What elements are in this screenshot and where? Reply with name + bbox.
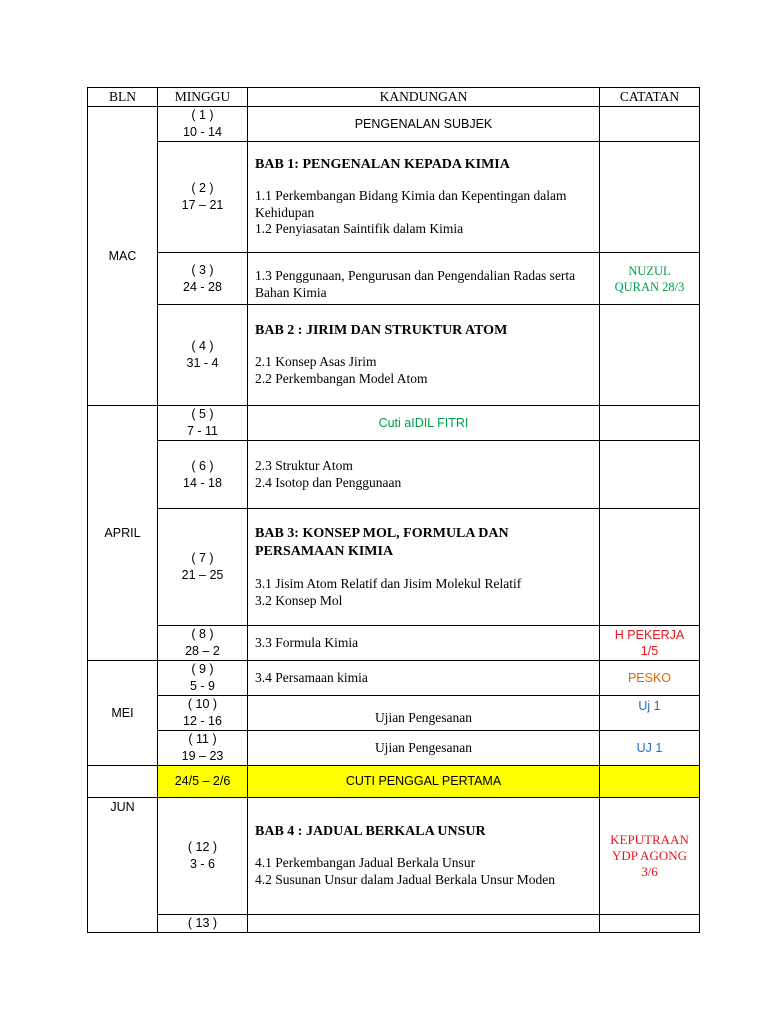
note-cell: PESKO	[600, 661, 700, 696]
table-row	[88, 107, 700, 142]
week-dates: 17 – 21	[181, 198, 224, 212]
content-cell	[248, 626, 600, 661]
note-cell	[600, 441, 700, 509]
header-row	[88, 88, 700, 107]
week-number: ( 13 )	[187, 916, 218, 930]
table-row	[88, 798, 700, 915]
week-cell	[158, 915, 248, 933]
header-catatan: CATATAN	[600, 88, 700, 107]
week-number: ( 1 )	[191, 108, 214, 122]
note-cell	[600, 406, 700, 441]
content-cell: Ujian Pengesanan	[248, 731, 600, 766]
topic-line: 3.4 Persamaan kimia	[255, 669, 368, 685]
topic-line: 2.1 Konsep Asas Jirim	[255, 354, 377, 370]
holiday-dates: 24/5 – 2/6	[158, 766, 248, 798]
topic-line: 3.1 Jisim Atom Relatif dan Jisim Molekul Relatif	[255, 576, 522, 591]
week-dates: 21 – 25	[181, 568, 224, 582]
topic-line: 2.2 Perkembangan Model Atom	[255, 370, 428, 386]
content-cell	[248, 253, 600, 305]
week-cell	[158, 142, 248, 253]
note-cell: H PEKERJA 1/5	[600, 626, 700, 661]
header-bln: BLN	[88, 88, 158, 107]
table-row	[88, 406, 700, 441]
topic-line: 3.3 Formula Kimia	[255, 634, 359, 650]
note-cell: NUZUL QURAN 28/3	[600, 253, 700, 305]
week-cell	[158, 406, 248, 441]
week-number: ( 6 )	[191, 458, 214, 473]
month-jun: JUN	[88, 798, 158, 933]
note-cell: KEPUTRAAN YDP AGONG 3/6	[600, 798, 700, 915]
month-april: APRIL	[88, 406, 158, 661]
table-row	[88, 731, 700, 766]
week-cell	[158, 731, 248, 766]
note-cell	[600, 915, 700, 933]
content-cell	[248, 661, 600, 696]
week-cell	[158, 305, 248, 406]
note-cell: UJ 1	[600, 731, 700, 766]
week-number: ( 3 )	[191, 262, 214, 277]
week-dates: 10 - 14	[183, 125, 222, 139]
table-row	[88, 696, 700, 731]
note-cell	[600, 305, 700, 406]
week-dates: 31 - 4	[186, 356, 219, 370]
week-dates: 19 – 23	[181, 749, 224, 763]
week-dates: 24 - 28	[183, 279, 222, 294]
header-kandungan: KANDUNGAN	[248, 88, 600, 107]
content-cell: Cuti aIDIL FITRI	[248, 406, 600, 441]
chapter-title: BAB 2 : JIRIM DAN STRUKTUR ATOM	[255, 322, 508, 338]
topic-line: 2.3 Struktur Atom	[255, 458, 353, 473]
content-cell	[248, 305, 600, 406]
table-row	[88, 305, 700, 406]
note-cell	[600, 142, 700, 253]
topic-line: 1.3 Penggunaan, Pengurusan dan Pengendalian Radas serta Bahan Kimia	[255, 268, 576, 300]
table-row	[88, 142, 700, 253]
week-dates: 12 - 16	[183, 714, 222, 728]
content-cell: PENGENALAN SUBJEK	[248, 107, 600, 142]
note-cell: Uj 1	[600, 696, 700, 731]
topic-line: 1.2 Penyiasatan Saintifik dalam Kimia	[255, 221, 464, 236]
month-mac: MAC	[88, 107, 158, 406]
content-cell	[248, 441, 600, 509]
week-cell	[158, 509, 248, 626]
week-cell	[158, 626, 248, 661]
topic-line: 1.1 Perkembangan Bidang Kimia dan Kepentingan dalam Kehidupan	[255, 188, 567, 220]
table-row-holiday	[88, 766, 700, 798]
month-empty-cell	[88, 766, 158, 798]
note-cell	[600, 766, 700, 798]
table-row	[88, 661, 700, 696]
week-dates: 3 - 6	[189, 857, 215, 871]
week-number: ( 7 )	[191, 551, 214, 565]
topic-line: 2.4 Isotop dan Penggunaan	[255, 474, 402, 490]
holiday-label: CUTI PENGGAL PERTAMA	[248, 766, 600, 798]
note-cell	[600, 509, 700, 626]
table-row	[88, 441, 700, 509]
table-row	[88, 915, 700, 933]
topic-line: 4.2 Susunan Unsur dalam Jadual Berkala Unsur Moden	[255, 871, 555, 887]
scheme-of-work-table	[87, 87, 700, 933]
week-dates: 28 – 2	[185, 644, 220, 658]
content-cell	[248, 798, 600, 915]
content-cell	[248, 509, 600, 626]
week-number: ( 11 )	[188, 732, 217, 746]
week-number: ( 4 )	[191, 339, 214, 353]
chapter-title: BAB 4 : JADUAL BERKALA UNSUR	[255, 823, 486, 839]
chapter-title: BAB 3: KONSEP MOL, FORMULA DAN PERSAMAAN KIMIA	[255, 526, 509, 559]
table-row	[88, 253, 700, 305]
week-cell	[158, 441, 248, 509]
week-dates: 7 - 11	[186, 424, 219, 438]
week-cell	[158, 696, 248, 731]
content-cell	[248, 142, 600, 253]
week-number: ( 9 )	[191, 662, 214, 676]
month-mei: MEI	[88, 661, 158, 766]
week-cell	[158, 798, 248, 915]
week-number: ( 2 )	[191, 181, 214, 195]
content-cell	[248, 915, 600, 933]
week-number: ( 12 )	[187, 840, 218, 854]
week-cell	[158, 107, 248, 142]
week-number: ( 5 )	[191, 407, 214, 421]
week-number: ( 8 )	[191, 627, 214, 641]
week-dates: 5 - 9	[189, 679, 215, 693]
week-cell	[158, 253, 248, 305]
topic-line: 4.1 Perkembangan Jadual Berkala Unsur	[255, 855, 476, 871]
table-row	[88, 509, 700, 626]
content-cell: Ujian Pengesanan	[248, 696, 600, 731]
chapter-title: BAB 1: PENGENALAN KEPADA KIMIA	[255, 156, 510, 172]
week-cell	[158, 661, 248, 696]
table-row	[88, 626, 700, 661]
topic-line: 3.2 Konsep Mol	[255, 592, 343, 608]
note-cell	[600, 107, 700, 142]
week-number: ( 10 )	[187, 697, 218, 711]
header-minggu: MINGGU	[158, 88, 248, 107]
week-dates: 14 - 18	[183, 475, 222, 490]
